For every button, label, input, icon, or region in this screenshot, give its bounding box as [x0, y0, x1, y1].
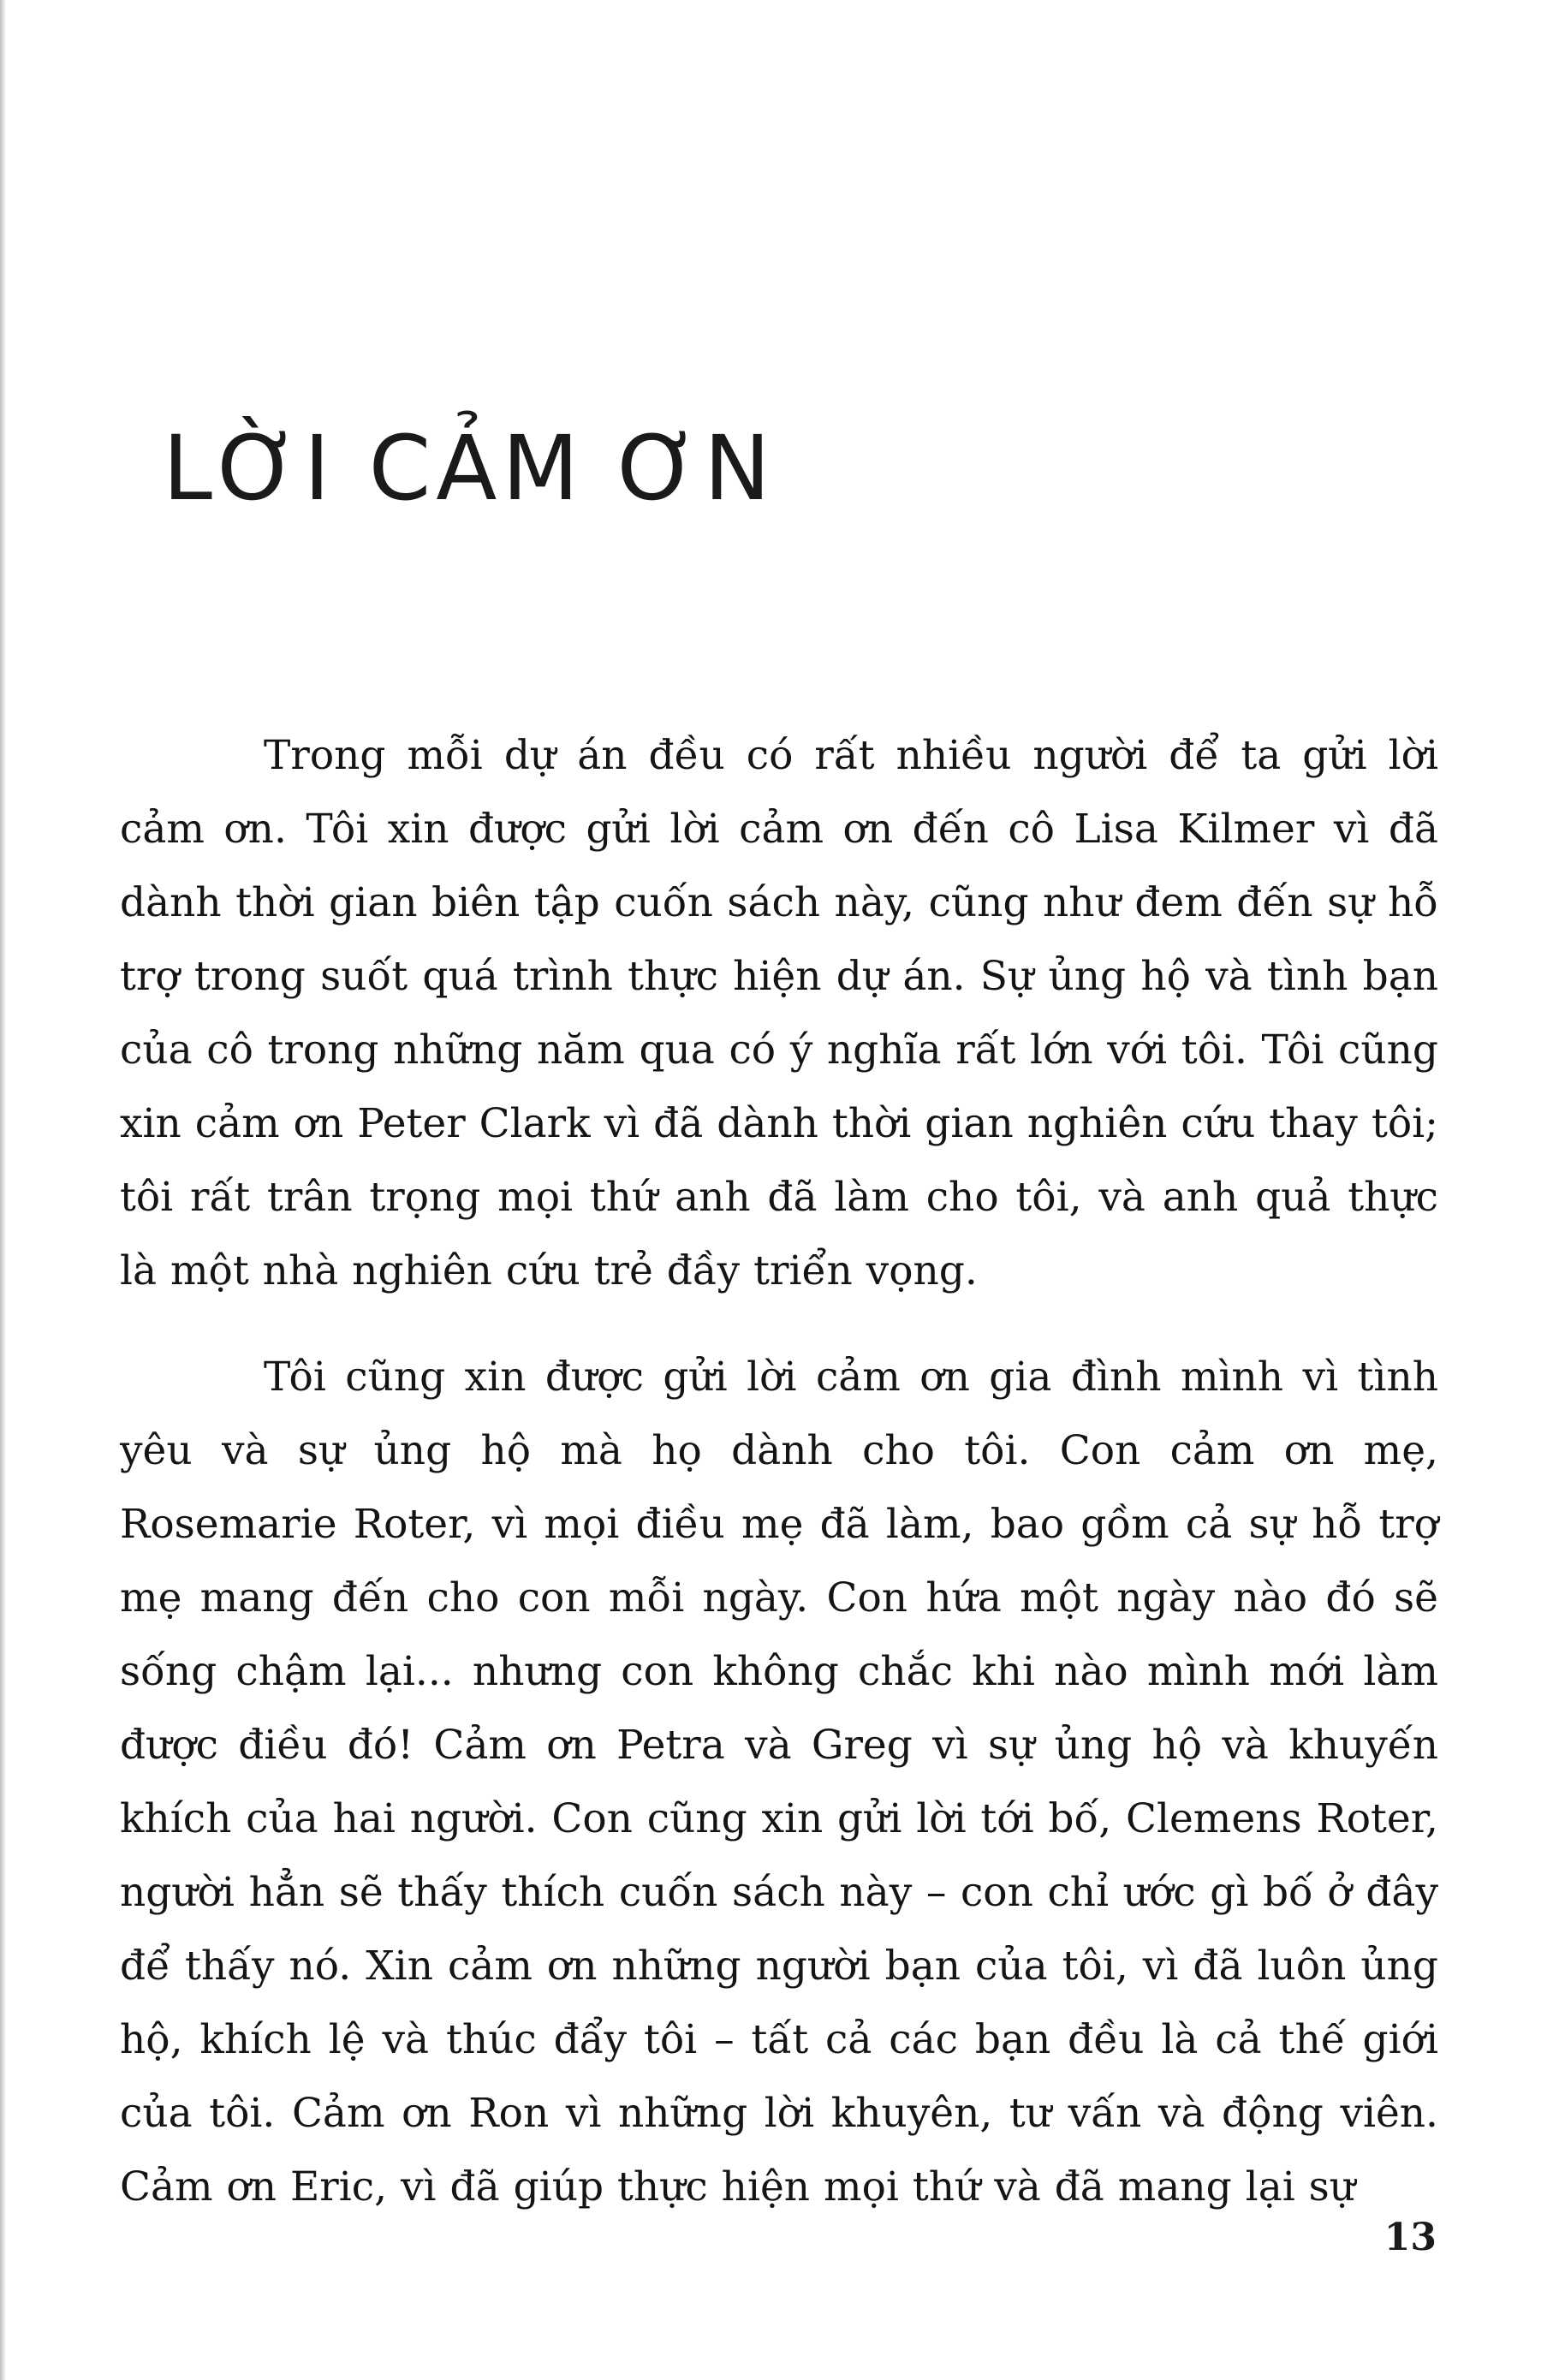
page-edge — [0, 0, 5, 2380]
body-text — [120, 719, 1438, 2224]
chapter-title: LỜI CẢM ƠN — [163, 416, 776, 521]
page-number: 13 — [1384, 2216, 1437, 2259]
paragraph-2: Tôi cũng xin được gửi lời cảm ơn gia đình mình vì tình yêu và sự ủng hộ mà họ dành cho tôi. Con cảm ơn mẹ, Rosemarie Roter, vì mọi điều mẹ đã làm, bao gồm cả sự hỗ trợ mẹ mang đến cho con mỗi ngày. Con hứa một ngày nào đó sẽ sống chậm lại... nhưng con không chắc khi nào mình mới làm được điều đó! Cảm ơn Petra và Greg vì sự ủng hộ và khuyến khích của hai người. Con cũng xin gửi lời tới bố, Clemens Roter, người hẳn sẽ thấy thích cuốn sách này – con chỉ ước gì bố ở đây để thấy nó. Xin cảm ơn những người bạn của tôi, vì đã luôn ủng hộ, khích lệ và thúc đẩy tôi – tất cả các bạn đều là cả thế giới của tôi. Cảm ơn Ron vì những lời khuyên, tư vấn và động viên. Cảm ơn Eric, vì đã giúp thực hiện mọi thứ và đã mang lại sự — [120, 1354, 1438, 2210]
paragraph-1: Trong mỗi dự án đều có rất nhiều người để ta gửi lời cảm ơn. Tôi xin được gửi lời cảm ơn đến cô Lisa Kilmer vì đã dành thời gian biên tập cuốn sách này, cũng như đem đến sự hỗ trợ trong suốt quá trình thực hiện dự án. Sự ủng hộ và tình bạn của cô trong những năm qua có ý nghĩa rất lớn với tôi. Tôi cũng xin cảm ơn Peter Clark vì đã dành thời gian nghiên cứu thay tôi; tôi rất trân trọng mọi thứ anh đã làm cho tôi, và anh quả thực là một nhà nghiên cứu trẻ đầy triển vọng. — [120, 732, 1438, 1294]
